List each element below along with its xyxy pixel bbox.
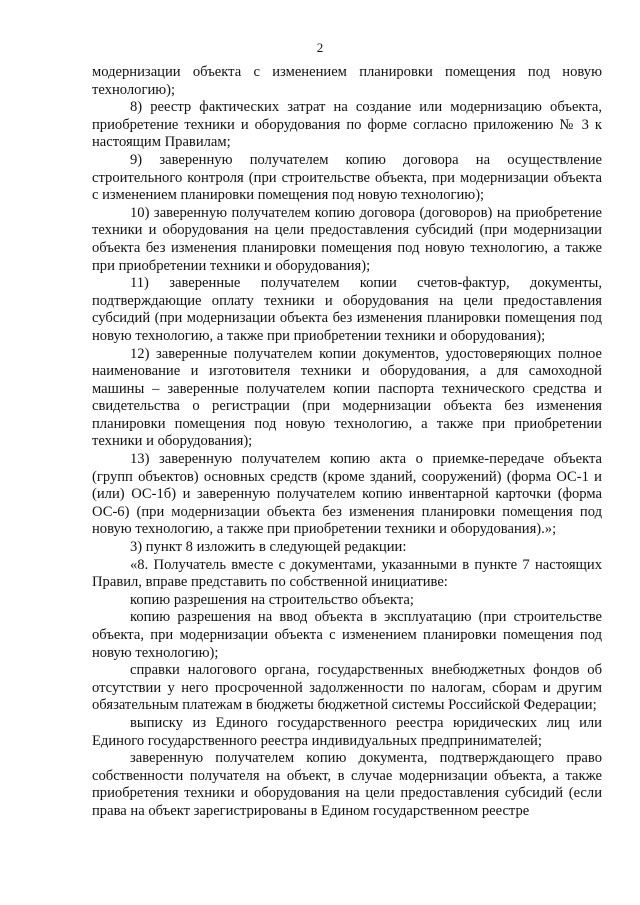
list-item-10: 10) заверенную получателем копию договора (договоров) на приобретение техники и оборудования на цели предоставления субсидий (при модернизации объекта без изменения планировки помещения под новую технологию, а также при приобретении техники и оборудования); <box>92 204 602 274</box>
list-item-9: 9) заверенную получателем копию договора на осуществление строительного контроля (при строительстве объекта, при модернизации объекта с изменением планировки помещения под новую технологию); <box>92 151 602 204</box>
list-item-13: 13) заверенную получателем копию акта о приемке-передаче объекта (групп объектов) основных средств (кроме зданий, сооружений) (форма ОС-1 и (или) ОС-1б) и заверенную получателем копию инвентарной карточки (форма ОС-6) (при модернизации объекта без изменения планировки помещения под новую технологию, а также при приобретении техники и оборудования).»; <box>92 451 602 538</box>
document-body <box>92 64 602 821</box>
clause-8-construction-permit: копию разрешения на строительство объекта; <box>130 591 414 608</box>
clause-8-tax-certificates: справки налогового органа, государственных внебюджетных фондов об отсутствии у него просроченной задолженности по налогам, сборам и другим обязательным платежам в бюджеты бюджетной системы Российской Федерации; <box>92 662 602 714</box>
page-number: 2 <box>316 40 324 55</box>
clause-8-intro: «8. Получатель вместе с документами, указанными в пункте 7 настоящих Правил, вправе представить по собственной инициативе: <box>92 556 602 591</box>
clause-8-ownership-document: заверенную получателем копию документа, подтверждающего право собственности получателя на объект, в случае модернизации объекта, а также приобретения техники и оборудования на цели предоставления субсидий (если права на объект зарегистрированы в Едином государственном реестре <box>92 750 602 819</box>
amendment-item-3: 3) пункт 8 изложить в следующей редакции: <box>130 539 407 556</box>
list-item-11: 11) заверенные получателем копии счетов-фактур, документы, подтверждающие оплату техники и оборудования на цели предоставления субсидий (при модернизации объекта без изменения планировки помещения под новую технологию, а также при приобретении техники и оборудования); <box>92 275 602 344</box>
paragraph-continuation: модернизации объекта с изменением планировки помещения под новую технологию); <box>92 64 602 98</box>
clause-8-registry-extract: выписку из Единого государственного реестра юридических лиц или Единого государственного реестра индивидуальных предпринимателей; <box>92 714 602 749</box>
list-item-12: 12) заверенные получателем копии документов, удостоверяющих полное наименование и изготовителя техники и оборудования, а для самоходной машины – заверенные получателем копии паспорта технического средства и свидетельства о регистрации (при модернизации объекта без изменения планировки помещения под новую технологию, а также при приобретении техники и оборудования); <box>92 345 602 450</box>
clause-8-commissioning-permit: копию разрешения на ввод объекта в эксплуатацию (при строительстве объекта, при модернизации объекта с изменением планировки помещения под новую технологию); <box>92 609 602 661</box>
list-item-8: 8) реестр фактических затрат на создание или модернизацию объекта, приобретение техники и оборудования по форме согласно приложению № 3 к настоящим Правилам; <box>92 99 602 151</box>
